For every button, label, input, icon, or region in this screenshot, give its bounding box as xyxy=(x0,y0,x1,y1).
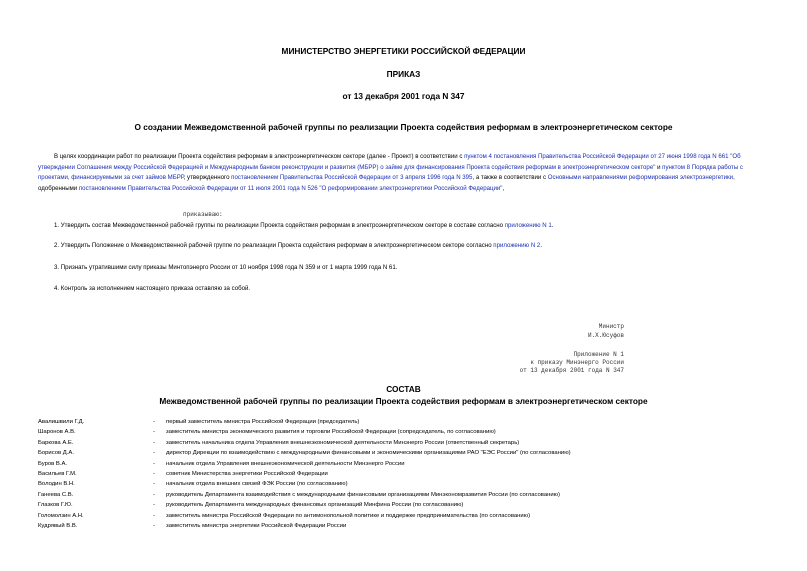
member-name: Глазков Г.Ю. xyxy=(38,502,73,509)
appendix-line-1: Приложение N 1 xyxy=(573,351,624,358)
member-dash: - xyxy=(153,439,155,446)
link-decree-395[interactable]: постановлением Правительства Российской Федерации от 3 апреля 1996 года N 395 xyxy=(231,174,473,182)
member-dashes xyxy=(153,417,155,531)
appendix-line-3: от 13 декабря 2001 года N 347 xyxy=(519,367,624,374)
intro-text: , одобренными xyxy=(38,174,735,192)
member-dash: - xyxy=(153,471,155,478)
item-1-end: . xyxy=(551,222,554,229)
member-role: заместитель начальника отдела Управления внешнеэкономической деятельности Минэнерго России (ответственный секретарь) xyxy=(166,439,520,446)
intro-text: , xyxy=(502,184,505,192)
member-role: руководитель Департамента международных финансовых организаций Минфина России (по согласованию) xyxy=(166,502,464,509)
intro-text: , утвержденного xyxy=(183,174,232,182)
item-2-end: . xyxy=(540,242,543,249)
signature-name: И.Х.Юсуфов xyxy=(587,332,624,339)
member-dash: - xyxy=(153,419,155,425)
member-role: первый заместитель министра Российской Федерации (председатель) xyxy=(166,419,360,425)
member-name: Кудрявый В.В. xyxy=(38,523,78,530)
member-role: директор Дирекции по взаимодействию с международными финансовыми и экономическими организациями РАО "ЕЭС России" (по согласованию) xyxy=(166,450,571,457)
link-decree-526[interactable]: постановлением Правительства Российской Федерации от 11 июля 2001 года N 526 "О реформировании электроэнергетики Российской Федерации" xyxy=(78,184,503,192)
member-dash: - xyxy=(153,491,155,498)
member-dash: - xyxy=(153,502,155,509)
member-role: заместитель министра Российской Федерации по антимонопольной политике и поддержке предпринимательства (по согласованию) xyxy=(166,512,531,519)
member-dash: - xyxy=(153,523,155,530)
member-role: заместитель министра экономического развития и торговли Российской Федерации (сопредседатель, по согласованию) xyxy=(166,429,496,436)
member-name: Шаронов А.В. xyxy=(38,429,76,436)
intro-text: и xyxy=(655,163,663,171)
member-name: Буров В.А. xyxy=(38,460,68,467)
member-role: заместитель министра энергетики Российской Федерации России xyxy=(166,523,347,530)
member-dash: - xyxy=(153,429,155,436)
item-2-text: 2. Утвердить Положение о Межведомственной рабочей группе по реализации Проекта содействия реформам в электроэнергетическом секторе согласно xyxy=(54,242,494,249)
order-heading: ПРИКАЗ xyxy=(386,69,421,79)
member-name: Голомолзин А.Н. xyxy=(38,512,84,519)
item-2 xyxy=(54,242,542,250)
member-role: советник Министерства энергетики Российской Федерации xyxy=(166,471,328,478)
item-3: 3. Признать утратившими силу приказы Минтопэнерго России от 10 ноября 1998 года N 359 и от 1 марта 1999 года N 61. xyxy=(54,264,398,271)
intro-text: В целях координации работ по реализации Проекта содействия реформам в электроэнергетическом секторе (далее - Проект) в соответствии с xyxy=(54,153,465,160)
member-names xyxy=(38,417,84,531)
composition-title: СОСТАВ xyxy=(386,384,421,394)
intro-text: , а также в соответствии с xyxy=(472,174,548,182)
signature-role: Министр xyxy=(598,323,624,330)
intro-paragraph xyxy=(38,152,773,194)
link-main-directions[interactable]: Основными направлениями реформирования электроэнергетики xyxy=(547,174,734,182)
member-roles xyxy=(166,417,571,531)
member-name: Баркова А.Е. xyxy=(38,439,74,446)
member-dash: - xyxy=(153,460,155,467)
member-dash: - xyxy=(153,450,155,457)
order-title: О создании Межведомственной рабочей группы по реализации Проекта содействия реформам в электроэнергетическом секторе xyxy=(134,122,673,132)
member-name: Авалишвили Г.Д. xyxy=(38,419,85,425)
link-decree-661[interactable]: пунктом 4 постановления Правительства Российской Федерации от 27 июня 1998 года N 661 "Об утверждении Соглашения между Российской Федерацией и Международным банком реконструкции и развития (МБРР) о займе для финансирования Проекта содействия реформам в электроэнергетическом секторе" xyxy=(38,153,741,171)
member-name: Васильев Г.М. xyxy=(38,471,77,478)
member-role: начальник отдела внешних связей ФЭК России (по согласованию) xyxy=(166,481,348,488)
ministry-heading: МИНИСТЕРСТВО ЭНЕРГЕТИКИ РОССИЙСКОЙ ФЕДЕРАЦИИ xyxy=(281,46,526,56)
link-ibrd-procedure[interactable]: пунктом 8 Порядка работы с проектами, финансируемыми за счет займов МБРР xyxy=(38,163,743,182)
member-dash: - xyxy=(153,512,155,519)
member-dash: - xyxy=(153,481,155,488)
member-name: Володин В.Н. xyxy=(38,481,75,488)
item-4: 4. Контроль за исполнением настоящего приказа оставляю за собой. xyxy=(54,285,251,292)
item-1-text: 1. Утвердить состав Межведомственной рабочей группы по реализации Проекта содействия реформам в электроэнергетическом секторе в составе согласно xyxy=(54,222,505,229)
prikazyvayu-label: приказываю: xyxy=(183,211,223,218)
link-appendix-2[interactable]: приложению N 2 xyxy=(493,242,541,249)
link-appendix-1[interactable]: приложению N 1 xyxy=(504,222,552,229)
order-date: от 13 декабря 2001 года N 347 xyxy=(342,91,465,101)
appendix-line-2: к приказу Минэнерго России xyxy=(530,359,624,366)
member-role: руководитель Департамента взаимодействия с международными финансовыми организациями Минэкономразвития России (по согласованию) xyxy=(166,491,561,498)
item-1 xyxy=(54,222,553,230)
member-role: начальник отдела Управления внешнеэкономической деятельности Минэнерго России xyxy=(166,460,405,467)
member-name: Борисов Д.А. xyxy=(38,450,74,457)
composition-subtitle: Межведомственной рабочей группы по реализации Проекта содействия реформам в электроэнергетическом секторе xyxy=(159,396,648,406)
member-name: Ганеева С.В. xyxy=(38,491,74,498)
